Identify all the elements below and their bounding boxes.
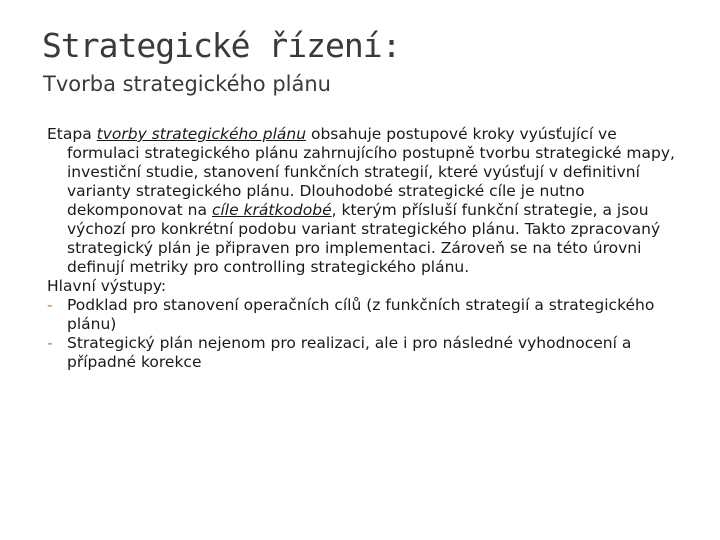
output-item-text: Strategický plán nejenom pro realizaci, ale i pro následné vyhodnocení a případné korekce bbox=[67, 334, 632, 371]
outputs-heading: Hlavní výstupy: bbox=[47, 277, 167, 295]
output-item-1 bbox=[47, 296, 677, 334]
slide-subtitle: Tvorba strategického plánu bbox=[43, 72, 331, 96]
intro-middle: obsahuje postupové kroky vyúsťující ve formulaci strategického plánu zahrnujícího postupně tvorbu strategické mapy, investiční studie, stanovení funkčních strategií, které vyúsťují v definitivní varianty strategického plánu. Dlouhodobé strategické cíle je nutno dekomponovat na bbox=[67, 125, 675, 219]
output-item-2 bbox=[47, 334, 677, 372]
output-item-text: Podklad pro stanovení operačních cílů (z funkčních strategií a strategického plánu) bbox=[67, 296, 655, 333]
dash-bullet: - bbox=[47, 334, 53, 352]
slide-body bbox=[47, 125, 677, 372]
intro-paragraph bbox=[47, 125, 677, 277]
dash-bullet: - bbox=[47, 296, 53, 314]
intro-prefix: Etapa bbox=[47, 125, 97, 143]
term-strategic-plan-creation: tvorby strategického plánu bbox=[96, 125, 307, 143]
slide-title: Strategické řízení: bbox=[42, 26, 401, 65]
intro-suffix: , kterým přísluší funkční strategie, a jsou výchozí pro konkrétní podobu variant strategického plánu. Takto zpracovaný strategický plán je připraven pro implementaci. Zároveň se na této úrovni definují metriky pro controlling strategického plánu. bbox=[67, 201, 661, 276]
term-short-term-goals: cíle krátkodobé bbox=[211, 201, 332, 219]
